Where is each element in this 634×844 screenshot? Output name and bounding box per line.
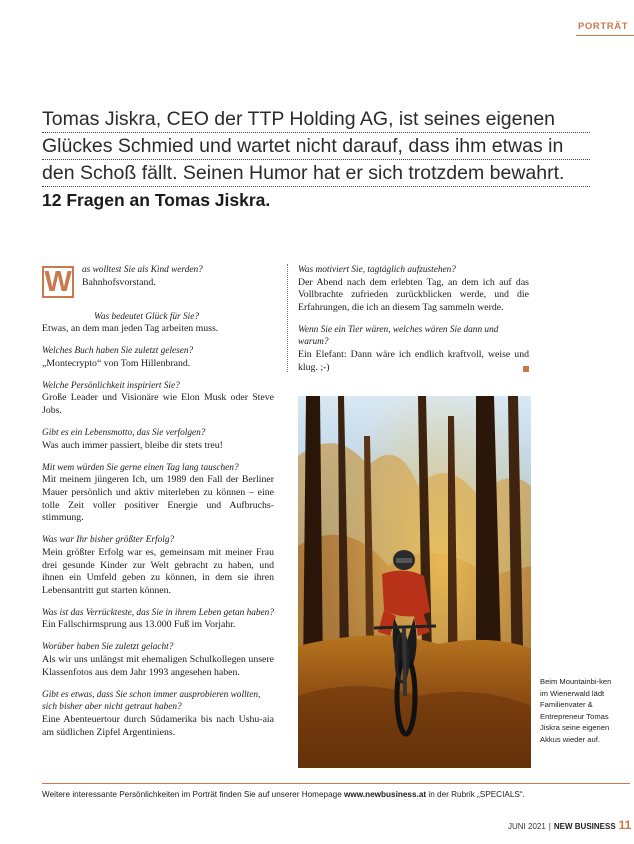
page-info [508,818,631,832]
answer: Große Leader und Visionäre wie Elon Musk oder Steve Jobs. [42,392,274,417]
answer: Mein größter Erfolg war es, gemeinsam mit meiner Frau drei gesunde Kinder zur Welt gebracht zu haben, und ihnen ein Umfeld geben zu können, in dem sie ihren Lebensantritt gut starten können. [42,546,274,596]
answer: Ein Fallschirmsprung aus 13.000 Fuß im Vorjahr. [42,619,236,631]
question: Gibt es ein Lebensmotto, das Sie verfolgen? [42,428,206,439]
answer: Der Abend nach dem erlebten Tag, an dem ich auf das Vollbrachte zufrieden zurückblicken werde, und die Erfahrungen, die ich an diesem Tag sammeln werde. [298,276,529,313]
column-divider [287,264,288,372]
qa-item [42,462,274,525]
answer: Was auch immer passiert, bleibe dir stets treu! [42,439,223,451]
end-mark-icon [523,366,529,372]
question: Was bedeutet Glück für Sie? [94,311,199,322]
question: Was war Ihr bisher größter Erfolg? [42,535,175,546]
qa-item [42,607,274,632]
section-rule [576,35,634,36]
qa-item [298,324,529,374]
question: Worüber haben Sie zuletzt gelacht? [42,642,174,653]
question: Wenn Sie ein Tier wären, welches wären Sie dann und warum? [298,324,499,348]
section-label: PORTRÄT [578,21,629,32]
intro-line: Glückes Schmied und wartet nicht darauf, dass ihm etwas in [42,133,590,160]
qa-item [42,311,274,336]
answer: Mit meinem jüngeren Ich, um 1989 den Fall der Berliner Mauer persönlich und aktiv miterleben zu können – eine tolle Zeit voller positiver Energie und Aufbruchs-stimmung. [42,474,274,524]
answer: „Montecrypto“ von Tom Hillenbrand. [42,357,191,369]
article-heading: 12 Fragen an Tomas Jiskra. [42,190,271,210]
question: Was ist das Verrückteste, das Sie in ihrem Leben getan haben? [42,607,274,618]
page-number: 11 [618,818,632,832]
footer-note-text: Weitere interessante Persönlichkeiten im Porträt finden Sie auf unserer Homepage [42,790,345,799]
qa-item [42,427,274,452]
photo-caption: Beim Mountainbi-ken im Wienerwald lädt Familienvater & Entrepreneur Tomas Jiskra seine eigenen Akkus wieder auf. [540,677,612,744]
question: Welche Persönlichkeit inspiriert Sie? [42,380,180,391]
answer: Eine Abenteuertour durch Südamerika bis nach Ushu-aia am südlichen Zipfel Argentiniens. [42,713,274,738]
answer: Etwas, an dem man jeden Tag arbeiten muss. [42,323,219,335]
qa-item [298,264,529,314]
dropcap-box [42,266,74,298]
intro-line: Tomas Jiskra, CEO der TTP Holding AG, ist seines eigenen [42,106,590,133]
footer-note-text-end: in der Rubrik „SPECIALS“. [426,790,525,799]
right-column [298,264,529,384]
separator: | [548,822,551,831]
answer: Als wir uns unlängst mit ehemaligen Schulkollegen unsere Klassenfotos aus dem Jahr 1993 angesehen haben. [42,654,274,678]
question: Mit wem würden Sie gerne einen Tag lang tauschen? [42,462,239,473]
answer: Bahnhofsvorstand. [82,276,156,288]
issue-date: JUNI 2021 [508,822,546,831]
footer-note [42,790,525,799]
mountainbike-photo [298,396,531,768]
qa-item [42,345,274,370]
qa-item [42,641,274,679]
answer-text: Ein Elefant: Dann wäre ich endlich kraftvoll, weise und klug. ;-) [298,349,529,373]
homepage-link[interactable]: www.newbusiness.at [344,790,427,799]
qa-item [42,380,274,418]
qa-item [42,534,274,597]
question: Welches Buch haben Sie zuletzt gelesen? [42,346,194,357]
question: as wolltest Sie als Kind werden? [82,265,203,275]
answer [298,349,529,374]
qa-item [42,264,274,301]
dropcap-letter: W [44,265,72,298]
question: Was motiviert Sie, tagtäglich aufzustehen? [298,265,456,275]
question: Gibt es etwas, dass Sie schon immer ausprobieren wollten, sich bisher aber nicht getraut haben? [42,689,261,713]
qa-item [42,689,274,739]
intro-text [42,106,590,187]
intro-line: den Schoß fällt. Seinen Humor hat er sich trotzdem bewahrt. [42,160,590,187]
magazine-name: NEW BUSINESS [553,822,616,831]
left-column [42,264,274,749]
footer-rule [42,783,630,784]
